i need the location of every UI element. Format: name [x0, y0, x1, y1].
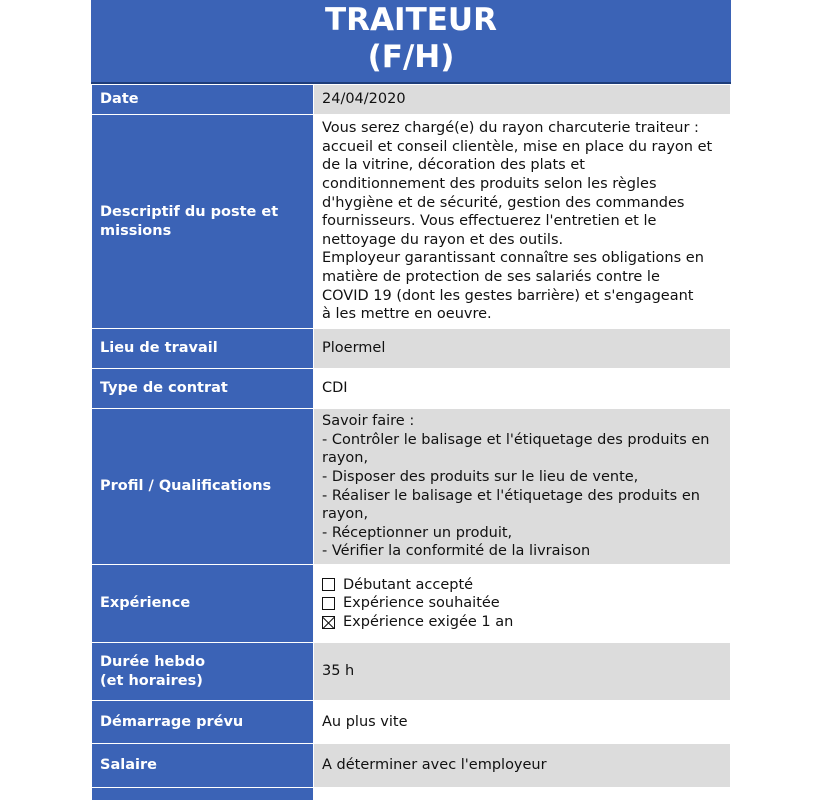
experience-option-label: Débutant accepté	[343, 576, 474, 593]
experience-option-label: Expérience exigée 1 an	[343, 613, 514, 630]
profil-value: Savoir faire : - Contrôler le balisage et l'étiquetage des produits en rayon, - Disposer des produits sur le lieu de vente, - Réaliser le balisage et l'étiquetage des produits en rayon, - Réceptionner un produit, - Vérifier la conformité de la livraison	[314, 409, 731, 565]
duree-label-line1: Durée hebdo	[100, 653, 206, 670]
experience-option-debutant[interactable]	[322, 576, 726, 595]
row-duree	[92, 643, 731, 701]
offer-title-line2: (F/H)	[367, 39, 455, 75]
row-contrat	[92, 369, 731, 409]
experience-options	[314, 565, 731, 643]
duree-value: 35 h	[314, 643, 731, 701]
experience-option-label: Expérience souhaitée	[343, 595, 500, 612]
profil-label: Profil / Qualifications	[92, 409, 314, 565]
unchecked-checkbox-icon[interactable]	[322, 597, 335, 610]
experience-option-exigee[interactable]	[322, 613, 726, 632]
next-value-cutoff	[314, 788, 731, 800]
unchecked-checkbox-icon[interactable]	[322, 578, 335, 591]
duree-label-line2: (et horaires)	[100, 672, 203, 689]
description-value: Vous serez chargé(e) du rayon charcuterie traiteur : accueil et conseil clientèle, mise en place du rayon et de la vitrine, décoration des plats et conditionnement des produits selon les règles d'hygiène et de sécurité, gestion des commandes fournisseurs. Vous effectuerez l'entretien et le nettoyage du rayon et des outils. Employeur garantissant connaître ses obligations en matière de protection de ses salariés contre le COVID 19 (dont les gestes barrière) et s'engageant à les mettre en oeuvre.	[314, 115, 731, 329]
row-experience	[92, 565, 731, 643]
salaire-value: A déterminer avec l'employeur	[314, 744, 731, 788]
demarrage-value: Au plus vite	[314, 701, 731, 744]
date-label: Date	[92, 85, 314, 115]
lieu-value: Ploermel	[314, 329, 731, 369]
offer-title-header	[91, 0, 731, 84]
checked-checkbox-icon[interactable]	[322, 616, 335, 629]
contrat-value: CDI	[314, 369, 731, 409]
salaire-label: Salaire	[92, 744, 314, 788]
row-demarrage	[92, 701, 731, 744]
duree-label	[92, 643, 314, 701]
row-profil	[92, 409, 731, 565]
row-date	[92, 85, 731, 115]
offer-details-table	[91, 84, 731, 800]
row-salaire	[92, 744, 731, 788]
experience-option-souhaitee[interactable]	[322, 594, 726, 613]
description-label: Descriptif du poste et missions	[92, 115, 314, 329]
experience-label: Expérience	[92, 565, 314, 643]
contrat-label: Type de contrat	[92, 369, 314, 409]
row-next-partial	[92, 788, 731, 800]
offer-title-line1: TRAITEUR	[325, 2, 497, 38]
demarrage-label: Démarrage prévu	[92, 701, 314, 744]
date-value: 24/04/2020	[314, 85, 731, 115]
job-offer-sheet	[91, 0, 731, 800]
row-description	[92, 115, 731, 329]
lieu-label: Lieu de travail	[92, 329, 314, 369]
next-label-cutoff	[92, 788, 314, 800]
row-lieu	[92, 329, 731, 369]
